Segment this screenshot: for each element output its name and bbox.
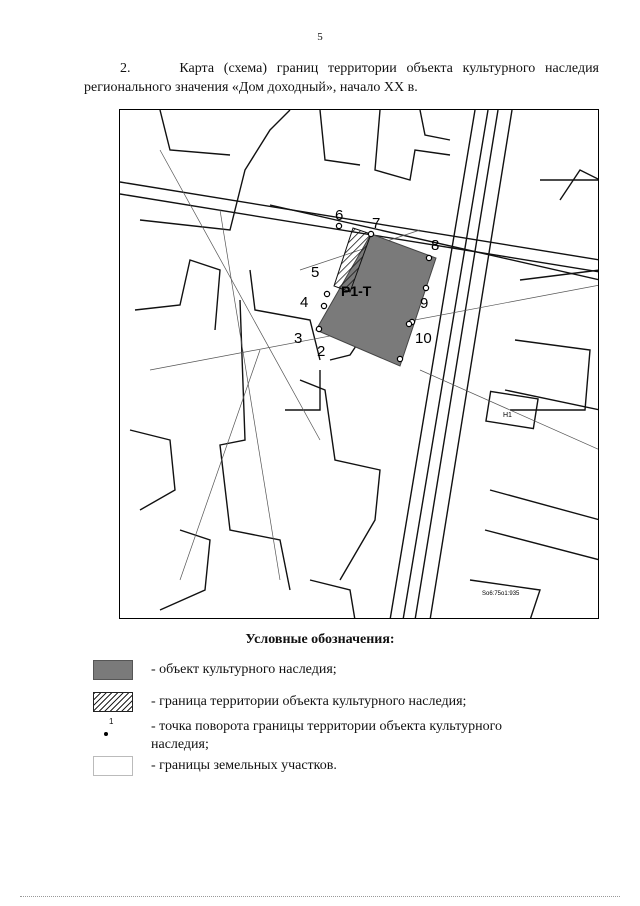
legend-text-point: - точка поворота границы территории объекта культурного наследия; <box>151 719 502 752</box>
point-label-4: 4 <box>300 294 309 311</box>
map-drawing <box>120 110 599 619</box>
legend-text-object: - объект культурного наследия; <box>151 662 337 677</box>
object-label: P1-T <box>341 283 372 299</box>
heading-text-1: Карта (схема) границ территории объекта культурного наследия <box>179 61 599 76</box>
legend-title: Условные обозначения: <box>245 632 395 647</box>
point-label-10: 10 <box>415 330 432 347</box>
object-swatch <box>93 660 133 680</box>
hatch-swatch <box>93 692 133 712</box>
point-label-9: 9 <box>420 295 429 312</box>
page-number: 5 <box>317 31 323 43</box>
heading-line-1 <box>84 59 599 78</box>
point-dot-icon <box>104 732 108 736</box>
point-marker-label: 1 <box>109 717 114 726</box>
point-marker <box>104 718 114 738</box>
legend-text-parcels: - границы земельных участков. <box>151 758 337 773</box>
street-lines <box>120 110 599 619</box>
parcel-label: Н1 <box>503 412 512 419</box>
parcel-swatch <box>93 756 133 776</box>
heading-number: 2. <box>120 61 131 76</box>
scale-text: Sо6:75о1:935 <box>482 591 520 597</box>
point-label-8: 8 <box>431 237 440 254</box>
point-label-6: 6 <box>335 207 344 224</box>
heading-line-2: регионального значения «Дом доходный», начало XX в. <box>84 80 418 95</box>
legend-text-boundary: - граница территории объекта культурного наследия; <box>151 694 467 709</box>
point-label-3: 3 <box>294 330 303 347</box>
point-label-5: 5 <box>311 264 320 281</box>
page-bottom-rule <box>20 896 620 897</box>
point-label-7: 7 <box>372 215 381 232</box>
point-label-2: 2 <box>317 343 326 360</box>
document-heading <box>84 59 599 97</box>
boundary-map <box>119 109 599 619</box>
